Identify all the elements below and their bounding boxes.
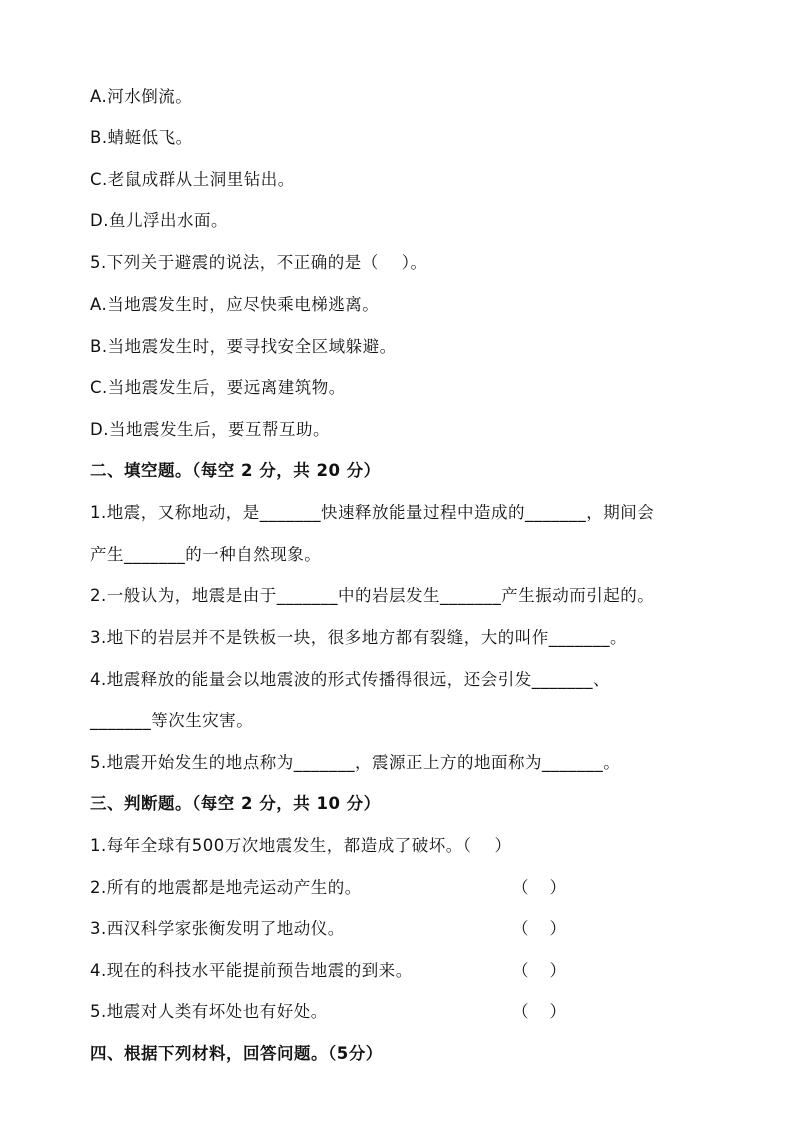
fill-line-4: 3.地下的岩层并不是铁板一块，很多地方都有裂缝，大的叫作_______。 [90,628,627,647]
q5-option-d: D.当地震发生后，要互帮互助。 [90,420,330,439]
judge-answer-5[interactable]: （ ） [512,1002,566,1021]
q5-option-a: A.当地震发生时，应尽快乘电梯逃离。 [90,295,380,314]
judge-item-1: 1.每年全球有500万次地震发生，都造成了破坏。（ ） [90,836,512,855]
judge-answer-2[interactable]: （ ） [512,878,566,897]
judge-answer-3[interactable]: （ ） [512,919,566,938]
q5-stem: 5.下列关于避震的说法，不正确的是（ ）。 [90,253,428,272]
section2-heading: 二、填空题。（每空 2 分，共 20 分） [90,461,381,480]
q4-option-b: B.蜻蜓低飞。 [90,128,193,147]
section4-heading: 四、根据下列材料，回答问题。（5分） [90,1044,383,1063]
fill-line-7: 5.地震开始发生的地点称为_______，震源正上方的地面称为_______。 [90,753,621,772]
fill-line-2: 产生_______的一种自然现象。 [90,545,322,564]
judge-item-2: 2.所有的地震都是地壳运动产生的。 [90,878,362,897]
q5-option-c: C.当地震发生后，要远离建筑物。 [90,378,346,397]
judge-item-3: 3.西汉科学家张衡发明了地动仪。 [90,919,345,938]
q4-option-c: C.老鼠成群从土洞里钻出。 [90,170,295,189]
fill-line-6: _______等次生灾害。 [90,711,254,730]
judge-item-4: 4.现在的科技水平能提前预告地震的到来。 [90,961,413,980]
section3-heading: 三、判断题。（每空 2 分，共 10 分） [90,794,381,813]
q5-option-b: B.当地震发生时，要寻找安全区域躲避。 [90,337,397,356]
judge-answer-4[interactable]: （ ） [512,961,566,980]
judge-item-5: 5.地震对人类有坏处也有好处。 [90,1002,328,1021]
fill-line-3: 2.一般认为，地震是由于_______中的岩层发生_______产生振动而引起的。 [90,586,655,605]
fill-line-5: 4.地震释放的能量会以地震波的形式传播得很远，还会引发_______、 [90,670,610,689]
fill-line-1: 1.地震，又称地动，是_______快速释放能量过程中造成的_______，期间会 [90,503,655,522]
q4-option-d: D.鱼儿浮出水面。 [90,211,228,230]
q4-option-a: A.河水倒流。 [90,87,193,106]
